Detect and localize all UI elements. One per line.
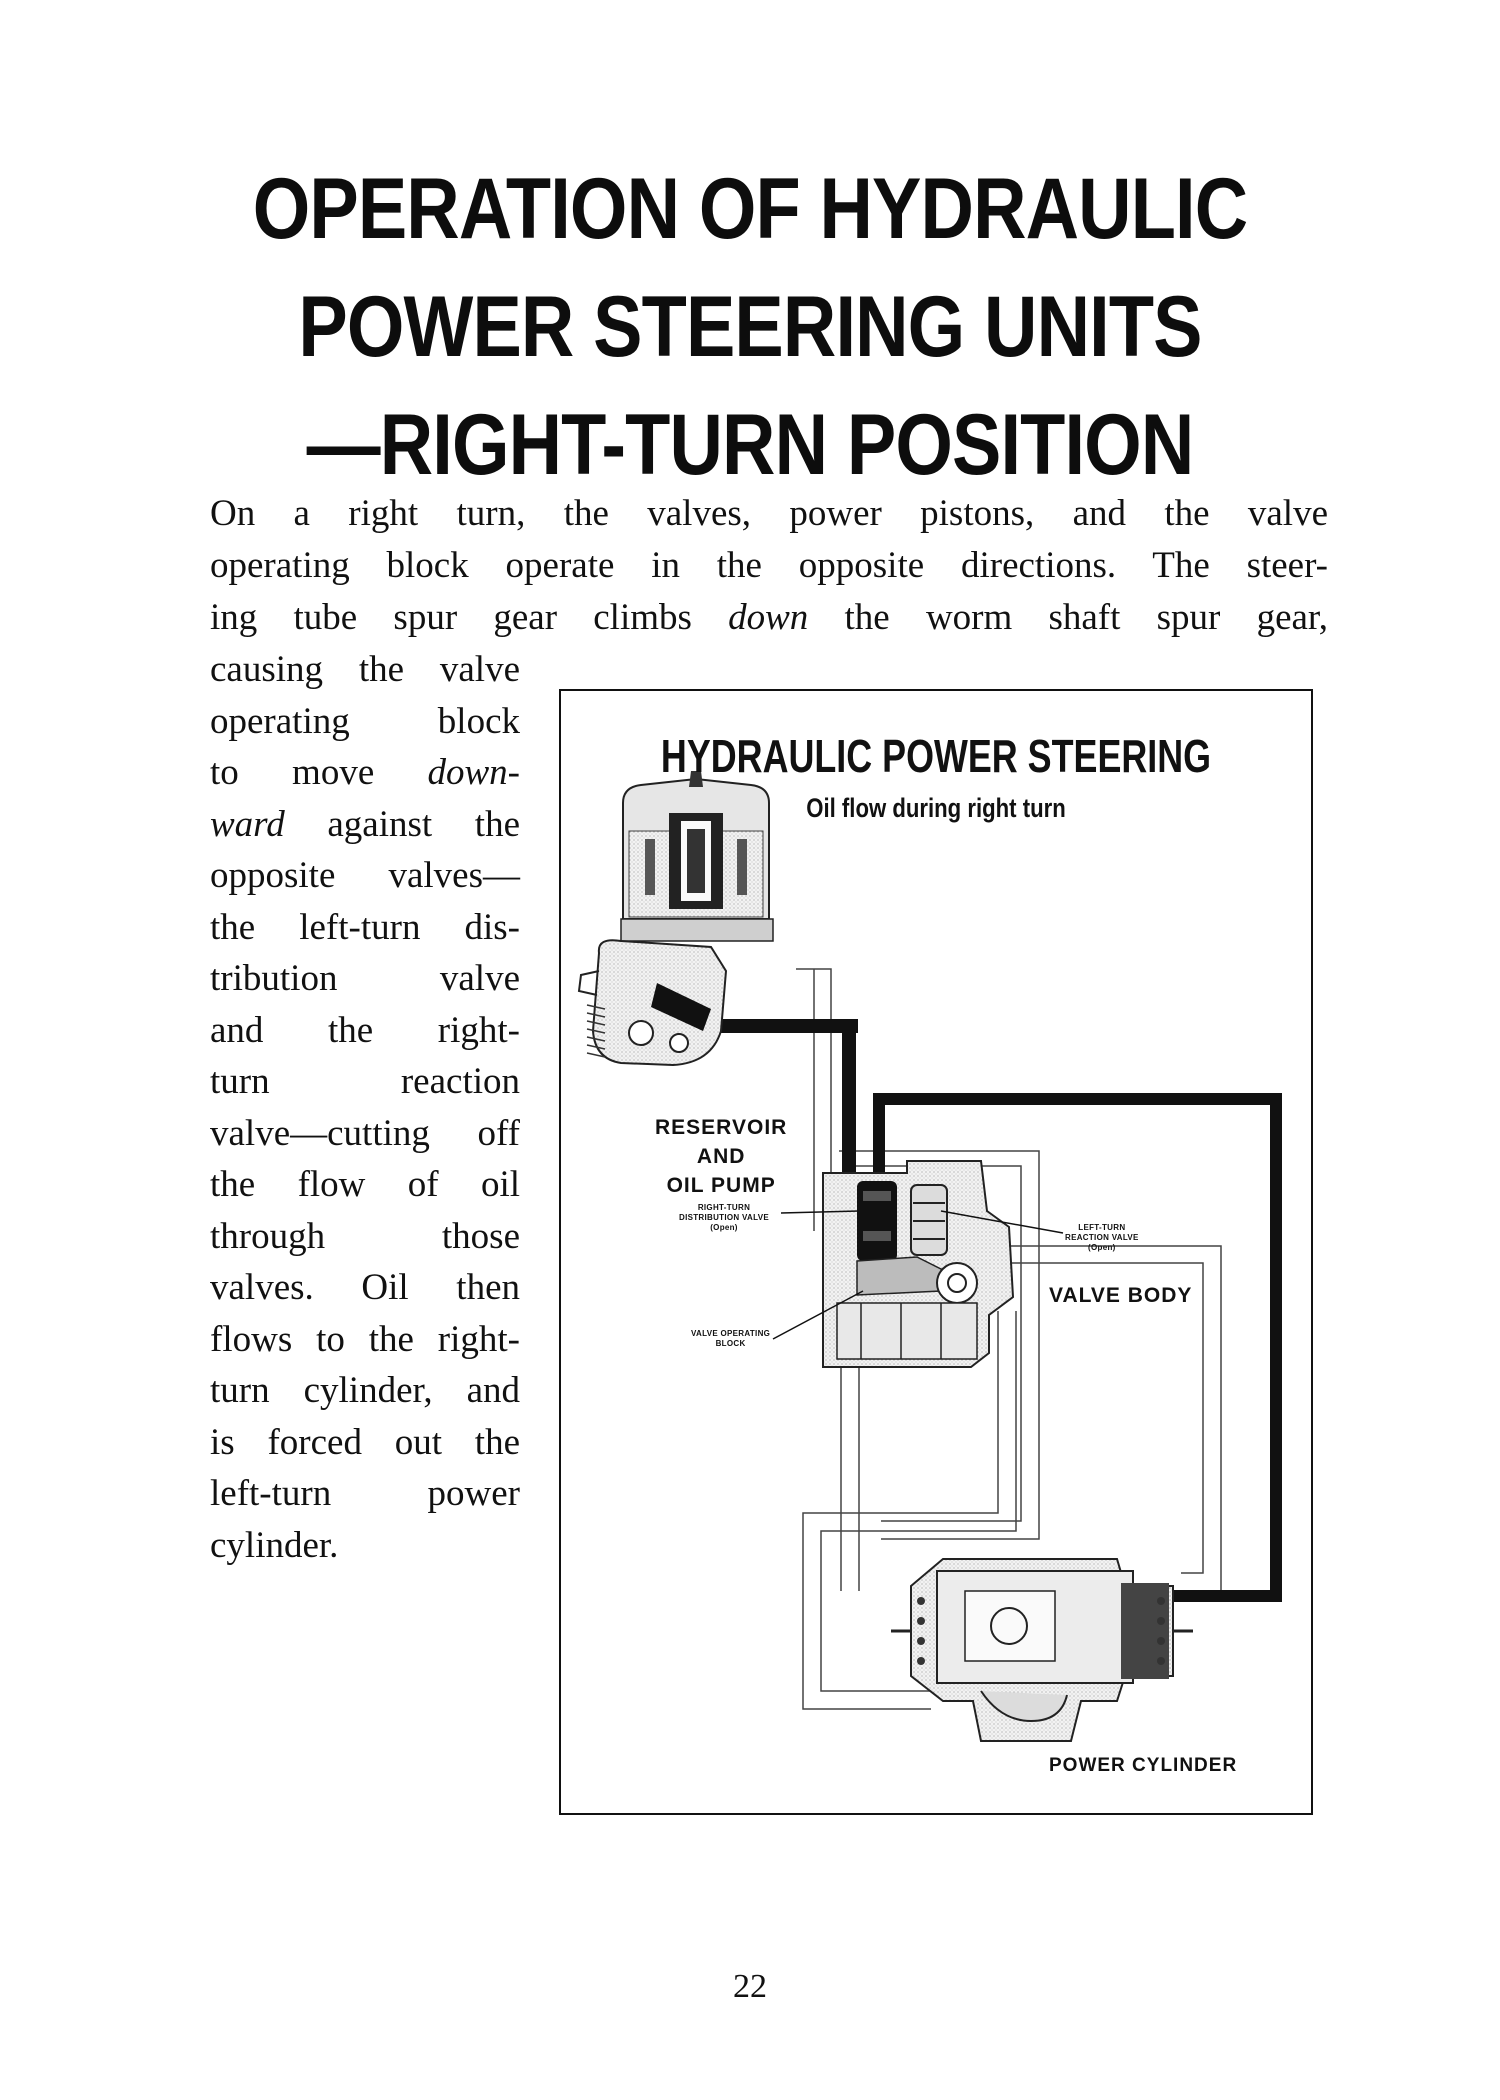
- text-line: turn reaction: [210, 1061, 520, 1102]
- label-reservoir-oil-pump: RESERVOIR AND OIL PUMP: [655, 1116, 788, 1197]
- label-valve-operating-block: VALVE OPERATING BLOCK: [691, 1329, 771, 1348]
- text-line: ing tube spur gear climbs down the worm shaft spur gear,: [210, 597, 1328, 638]
- text-line: the flow of oil: [210, 1164, 520, 1205]
- text-line: and the right-: [210, 1009, 520, 1051]
- text-line: is forced out the: [210, 1421, 520, 1463]
- label-valve-body: VALVE BODY: [1049, 1284, 1193, 1307]
- text-line: left-turn power: [210, 1473, 520, 1514]
- power-cylinder-illustration: [891, 1559, 1193, 1741]
- text-line: flows to the right-: [210, 1318, 520, 1360]
- text-line: cylinder.: [210, 1524, 339, 1566]
- label-left-turn-reaction-valve: LEFT-TURN REACTION VALVE (Open): [1065, 1223, 1139, 1252]
- page-title: [105, 150, 1395, 504]
- label-power-cylinder: POWER CYLINDER: [1049, 1755, 1238, 1776]
- figure-subtitle: Oil flow during right turn: [806, 793, 1066, 823]
- text-line: tribution valve: [210, 958, 520, 999]
- text-line: On a right turn, the valves, power pistons, and the valve: [210, 493, 1328, 534]
- lead-paragraph: [210, 488, 1328, 644]
- text-line: turn cylinder, and: [210, 1370, 520, 1411]
- figure-title: HYDRAULIC POWER STEERING: [660, 730, 1212, 782]
- body-column-text: [210, 644, 520, 1571]
- title-line: OPERATION OF HYDRAULIC: [252, 161, 1248, 257]
- text-line: operating block: [210, 700, 520, 742]
- text-line: to move down-: [210, 752, 520, 793]
- text-line: operating block operate in the opposite directions. The steer-: [210, 545, 1328, 586]
- text-line: through those: [210, 1215, 520, 1257]
- text-line: causing the valve: [210, 649, 520, 690]
- page-number: 22: [733, 1968, 767, 2005]
- text-line: valves. Oil then: [210, 1267, 520, 1308]
- text-line: valve—cutting off: [210, 1112, 520, 1154]
- text-line: ward against the: [210, 803, 520, 845]
- title-line: —RIGHT-TURN POSITION: [306, 397, 1194, 493]
- text-line: the left-turn dis-: [210, 906, 520, 948]
- hydraulic-diagram: [561, 691, 1311, 1813]
- valve-body-illustration: [823, 1161, 1013, 1367]
- hydraulic-diagram-figure: [559, 689, 1313, 1815]
- title-line: POWER STEERING UNITS: [298, 279, 1202, 375]
- label-right-turn-distribution-valve: RIGHT-TURN DISTRIBUTION VALVE (Open): [679, 1203, 769, 1232]
- text-line: opposite valves—: [210, 855, 520, 896]
